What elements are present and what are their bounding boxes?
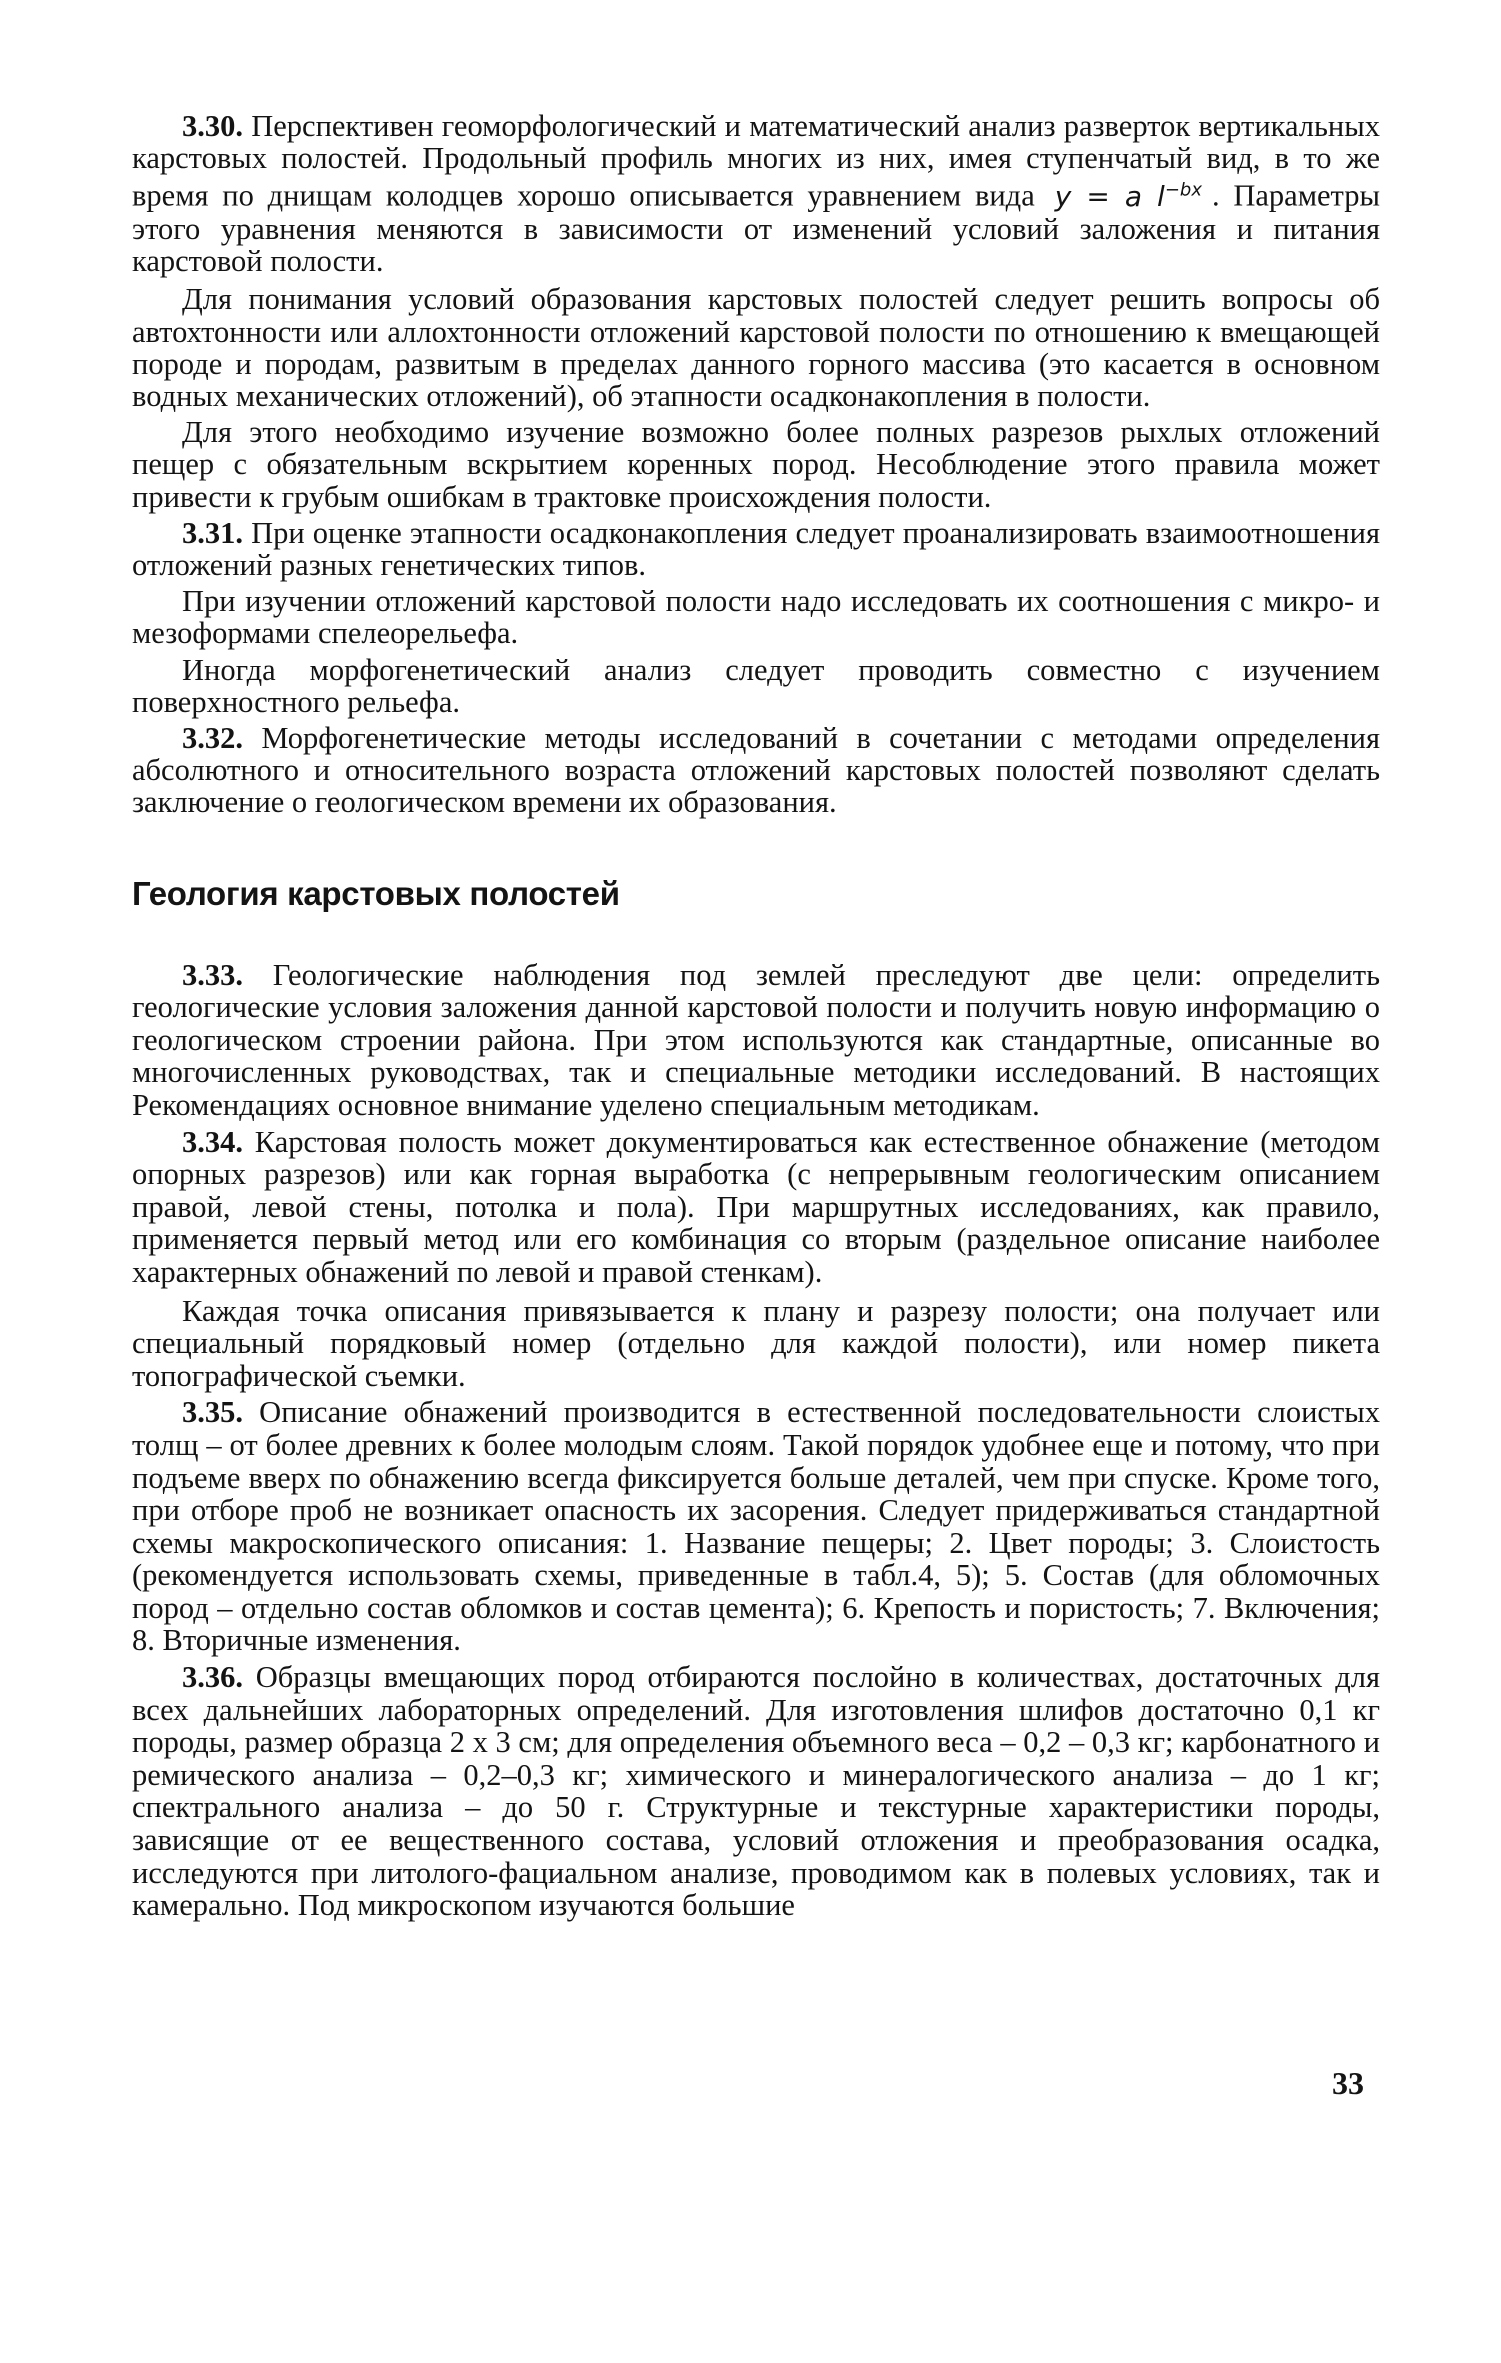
paragraph-text: Образцы вмещающих пород отбираются послойно в количествах, достаточных для всех дальнейших лабораторных определений. Для изготовления шлифов достаточно 0,1 кг породы, размер образца 2 х 3 см; для определения объемного веса – 0,2 – 0,3 кг; карбонатного и ремического анализа – 0,2–0,3 кг; химического и минералогического анализа – до 1 кг; спектрального анализа – до 50 г. Структурные и текстурные характеристики породы, зависящие от ее вещественного состава, условий отложения и преобразования осадка, исследуются при литолого-фациальном анализе, проводимом как в полевых условиях, так и камерально. Под микроскопом изучаются большие [132, 1660, 1381, 1923]
paragraph-text: Описание обнажений производится в естественной последовательности слоистых толщ – от более древних к более молодым слоям. Такой порядок удобнее еще и потому, что при подъеме вверх по обнажению всегда фиксируется больше деталей, чем при спуске. Кроме того, при отборе проб не возникает опасность их засорения. Следует придерживаться стандартной схемы макроскопического описания: 1. Название пещеры; 2. Цвет породы; 3. Слоистость (рекомендуется использовать схемы, приведенные в табл.4, 5); 5. Состав (для обломочных пород – отдельно состав обломков и состав цемента); 6. Крепость и пористость; 7. Включения; 8. Вторичные изменения. [132, 1395, 1381, 1658]
section-geology [132, 959, 1380, 1922]
paragraph-3-31-b: При изучении отложений карстовой полости надо исследовать их соотношения с микро- и мезоформами спелеорельефа. [132, 584, 1380, 651]
formula-exponent: −bx [1164, 179, 1202, 201]
paragraph-3-31 [132, 517, 1380, 581]
paragraph-3-34-b: Каждая точка описания привязывается к плану и разрезу полости; она получает или специальный порядковый номер (отдельно для каждой полости), или номер пикета топографической съемки. [132, 1293, 1380, 1393]
paragraph-text: . Параметры этого уравнения меняются в зависимости от изменений условий заложения и питания карстовой полости. [132, 178, 1380, 279]
paragraph-number: 3.36. [182, 1660, 243, 1695]
paragraph-text: Перспективен геоморфологический и математический анализ разверток вертикальных карстовых полостей. Продольный профиль многих из них, имея ступенчатый вид, в то же время по днищам колодцев хорошо описывается уравнением вида [132, 109, 1380, 213]
paragraph-3-35 [132, 1396, 1380, 1657]
paragraph-text: Морфогенетические методы исследований в сочетании с методами определения абсолютного и относительного возраста отложений карстовых полостей позволяют сделать заключение о геологическом времени их образования. [132, 720, 1381, 820]
paragraph-3-30-b: Для понимания условий образования карстовых полостей следует решить вопросы об автохтонности или аллохтонности отложений карстовой полости по отношению к вмещающей породе и породам, развитым в пределах данного горного массива (это касается в основном водных механических отложений), об этапности осадконакопления в полости. [132, 282, 1380, 413]
paragraph-3-31-c: Иногда морфогенетический анализ следует проводить совместно с изучением поверхностного рельефа. [132, 652, 1380, 719]
paragraph-3-32 [132, 722, 1380, 819]
section-heading: Геология карстовых полостей [132, 874, 620, 912]
paragraph-number: 3.31. [182, 515, 243, 550]
section-geomorphology [132, 110, 1380, 819]
formula-base: y = a l [1054, 179, 1165, 213]
paragraph-number: 3.32. [182, 720, 243, 755]
page-number: 33 [1332, 2065, 1364, 2101]
paragraph-text: Карстовая полость может документироваться как естественное обнажение (методом опорных разрезов) или как горная выработка (с непрерывным геологическим описанием правой, левой стены, потолка и пола). При маршрутных исследованиях, как правило, применяется первый метод или его комбинация со вторым (раздельное описание наиболее характерных обнажений по левой и правой стенкам). [132, 1124, 1381, 1289]
paragraph-number: 3.33. [182, 957, 243, 992]
paragraph-number: 3.30. [182, 109, 243, 143]
paragraph-3-36 [132, 1661, 1380, 1922]
paragraph-number: 3.35. [182, 1395, 243, 1430]
paragraph-3-30-c: Для этого необходимо изучение возможно более полных разрезов рыхлых отложений пещер с обязательным вскрытием коренных пород. Несоблюдение этого правила может привести к грубым ошибкам в трактовке происхождения полости. [132, 415, 1380, 514]
paragraph-number: 3.34. [182, 1124, 243, 1159]
paragraph-3-34 [132, 1126, 1380, 1289]
paragraph-3-33 [132, 959, 1380, 1122]
paragraph-text: При оценке этапности осадконакопления следует проанализировать взаимоотношения отложений разных генетических типов. [132, 515, 1380, 582]
formula [1035, 180, 1212, 213]
paragraph-text: Геологические наблюдения под землей преследуют две цели: определить геологические условия заложения данной карстовой полости и получить новую информацию о геологическом строении района. При этом используются как стандартные, описанные во многочисленных руководствах, так и специальные методики исследований. В настоящих Рекомендациях основное внимание уделено специальным методикам. [132, 957, 1380, 1122]
page-body [132, 110, 1380, 1922]
paragraph-3-30 [132, 110, 1380, 277]
